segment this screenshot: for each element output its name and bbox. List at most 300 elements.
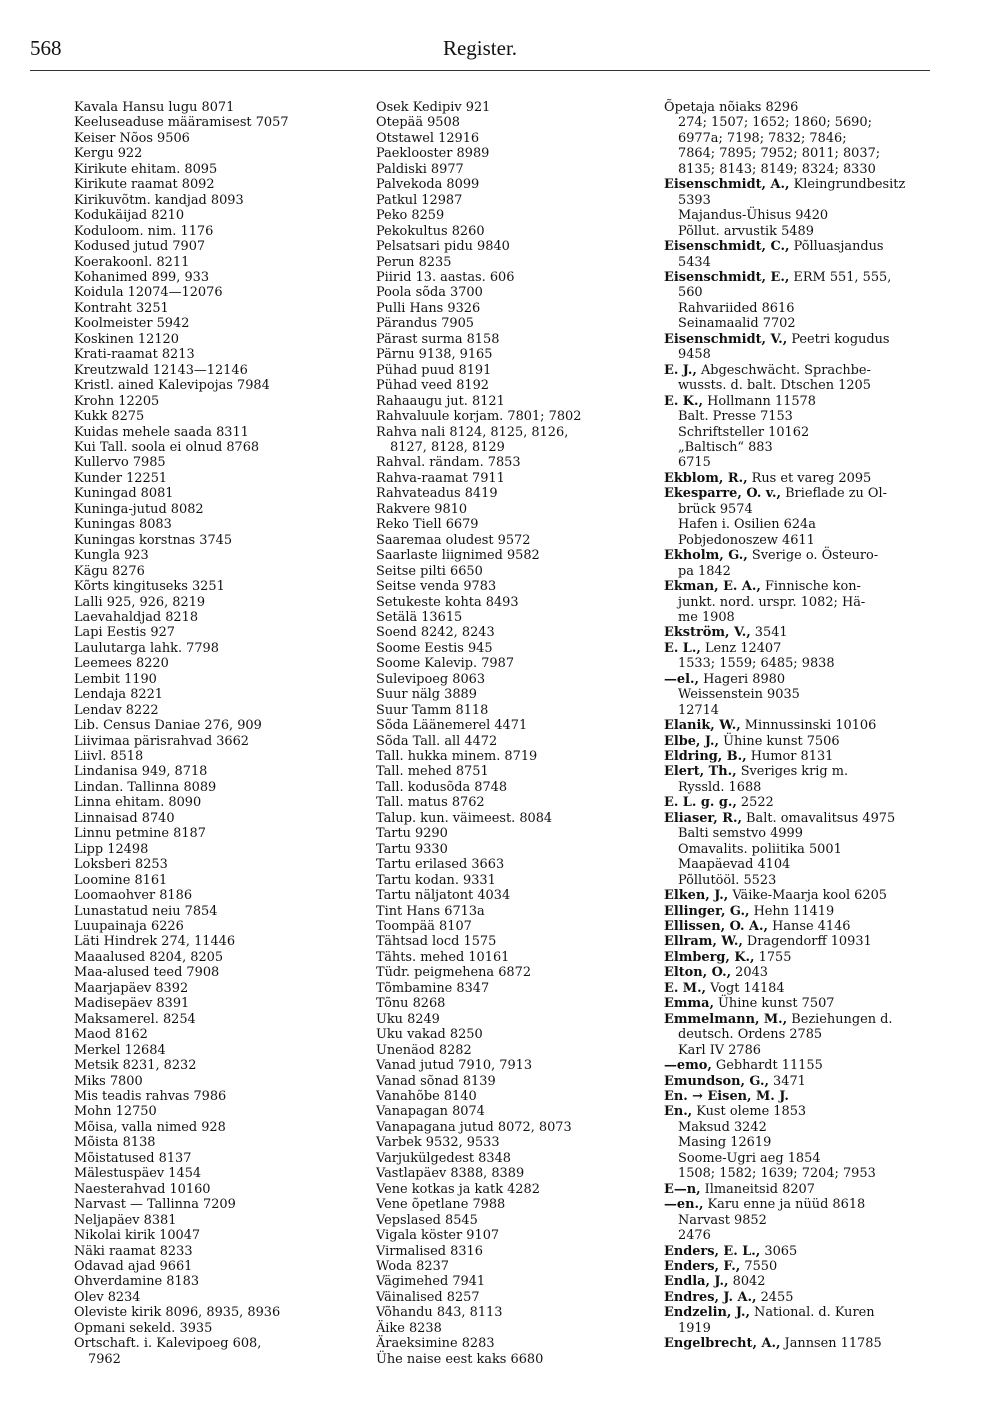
index-entry [74,285,340,300]
entry-text: Laulutarga lahk. 7798 [74,640,219,656]
index-entry [376,780,622,795]
index-entry [376,1012,622,1027]
entry-text: Kontraht 3251 [74,300,169,316]
entry-author: —el., [664,671,699,687]
index-entry [74,734,340,749]
index-entry [376,1290,622,1305]
entry-text: 7962 [88,1351,121,1367]
index-entry [74,255,340,270]
index-entry [664,873,940,888]
entry-text: 7550 [740,1258,778,1274]
index-entry [376,934,622,949]
entry-text: Miks 7800 [74,1073,143,1089]
index-entry [376,1228,622,1243]
entry-text: Vanad jutud 7910, 7913 [376,1058,533,1074]
index-entry [376,1043,622,1058]
entry-text: Koolmeister 5942 [74,316,190,332]
entry-text: Koskinen 12120 [74,331,179,347]
entry-text: Suur Tamm 8118 [376,702,489,718]
index-entry [664,1244,940,1259]
index-entry [376,749,622,764]
index-entry [74,394,340,409]
entry-text: Madisepäev 8391 [74,996,190,1012]
entry-text: Tartu näljatont 4034 [376,888,511,904]
entry-author: E. M., [664,980,707,996]
index-entry [376,1027,622,1042]
index-column-2 [376,100,622,1367]
index-entry [376,734,622,749]
entry-text: Hanse 4146 [768,919,851,935]
index-entry [74,1135,340,1150]
index-entry [376,656,622,671]
entry-text: ERM 551, 555, [789,269,892,285]
index-entry [664,734,940,749]
entry-author: Eldring, B., [664,749,747,765]
entry-text: Maaalused 8204, 8205 [74,949,224,965]
entry-text: Merkel 12684 [74,1042,166,1058]
entry-text: 7864; 7895; 7952; 8011; 8037; [678,146,881,162]
entry-author: Engelbrecht, A., [664,1336,781,1352]
index-entry [664,363,940,378]
entry-text: Tartu kodan. 9331 [376,872,496,888]
index-entry [376,1213,622,1228]
index-entry [376,1336,622,1351]
index-entry [74,517,340,532]
index-entry [376,409,622,424]
entry-text: Äike 8238 [376,1320,442,1336]
page-number: 568 [30,36,62,60]
entry-text: Suur nälg 3889 [376,687,477,703]
entry-text: Lalli 925, 926, 8219 [74,594,206,610]
index-entry [74,1336,340,1351]
entry-author: Elken, J., [664,888,729,904]
index-entry [74,455,340,470]
index-entry [376,1244,622,1259]
index-entry [74,115,340,130]
index-entry [664,316,940,331]
entry-text: Seitse venda 9783 [376,579,497,595]
entry-text: Linnaisad 8740 [74,810,175,826]
entry-text: Toompää 8107 [376,919,472,935]
entry-text: Gebhardt 11155 [711,1058,823,1074]
entry-text: Krohn 12205 [74,393,160,409]
entry-text: Mõisa, valla nimed 928 [74,1119,226,1135]
entry-text: Pulli Hans 9326 [376,300,481,316]
index-entry [74,363,340,378]
entry-text: Vanapagana jutud 8072, 8073 [376,1119,572,1135]
entry-text: Rahval. rändam. 7853 [376,455,521,471]
index-entry [74,301,340,316]
entry-author: Endzelin, J., [664,1305,750,1321]
entry-text: Rakvere 9810 [376,501,468,517]
page-title: Register. [442,36,518,60]
index-entry [376,347,622,362]
index-entry [376,548,622,563]
entry-text: Kirikute ehitam. 8095 [74,161,218,177]
entry-text: Maarjapäev 8392 [74,980,189,996]
entry-text: Omavalits. poliitika 5001 [678,841,842,857]
entry-text: Setukeste kohta 8493 [376,594,519,610]
entry-text: Tall. kodusõda 8748 [376,779,508,795]
entry-author: En. → Eisen, M. J. [664,1089,789,1104]
entry-text: 12714 [678,702,720,718]
index-entry [74,811,340,826]
index-entry [664,1274,940,1289]
entry-text: Tartu 9290 [376,826,448,842]
entry-text: Kreutzwald 12143—12146 [74,362,248,378]
index-entry [664,378,940,393]
entry-text: 5393 [678,192,711,208]
index-entry [376,193,622,208]
entry-text: Hehn 11419 [749,903,835,919]
entry-text: Tall. hukka minem. 8719 [376,749,538,765]
entry-text: 1533; 1559; 6485; 9838 [678,656,835,672]
index-entry [376,950,622,965]
entry-text: Ühe naise eest kaks 6680 [376,1351,544,1367]
index-entry [376,1274,622,1289]
entry-text: Rahva nali 8124, 8125, 8126, [376,424,569,440]
entry-text: Võhandu 843, 8113 [376,1305,503,1321]
entry-text: Lib. Census Daniae 276, 909 [74,718,262,734]
entry-text: Lindanisa 949, 8718 [74,764,208,780]
index-entry [664,1228,940,1243]
entry-author: Ellram, W., [664,934,743,950]
index-entry [74,1027,340,1042]
entry-text: 8135; 8143; 8149; 8324; 8330 [678,161,876,177]
entry-text: Maksud 3242 [678,1119,767,1135]
entry-author: Elert, Th., [664,764,737,780]
entry-author: Endres, J. A., [664,1289,757,1305]
entry-text: Kägu 8276 [74,563,145,579]
entry-author: —emo, [664,1058,712,1074]
entry-text: Kergu 922 [74,146,143,162]
entry-text: Kunder 12251 [74,470,168,486]
entry-text: Mõistatused 8137 [74,1150,192,1166]
index-entry [664,749,940,764]
entry-text: Kuningas korstnas 3745 [74,532,233,548]
index-entry [664,115,940,130]
index-entry [74,625,340,640]
entry-text: Rahvariided 8616 [678,300,795,316]
entry-text: Paeklooster 8989 [376,146,490,162]
index-entry [74,1012,340,1027]
index-entry [664,502,940,517]
entry-author: Ellissen, O. A., [664,919,769,935]
index-entry [664,965,940,980]
index-entry [376,177,622,192]
entry-author: Ekesparre, O. v., [664,486,781,502]
entry-text: Liivimaa pärisrahvad 3662 [74,733,250,749]
entry-text: Otstawel 12916 [376,130,480,146]
index-entry [664,641,940,656]
index-entry [664,610,940,625]
index-entry [74,1104,340,1119]
entry-text: Lindan. Tallinna 8089 [74,779,217,795]
index-entry [664,1321,940,1336]
index-entry [376,270,622,285]
index-entry [376,857,622,872]
entry-text: Sõda Läänemerel 4471 [376,718,528,734]
entry-text: Jannsen 11785 [780,1336,882,1352]
entry-text: Majandus-Ühisus 9420 [678,208,829,224]
index-entry [74,1290,340,1305]
entry-text: Kõrts kingituseks 3251 [74,579,225,595]
index-entry [74,1305,340,1320]
index-entry [376,363,622,378]
entry-text: Pelsatsari pidu 9840 [376,239,510,255]
entry-text: Karu enne ja nüüd 8618 [703,1197,866,1213]
index-entry [376,703,622,718]
entry-text: Weissenstein 9035 [678,687,800,703]
entry-text: Näki raamat 8233 [74,1243,193,1259]
index-entry [74,162,340,177]
index-entry [664,795,940,810]
index-entry [376,486,622,501]
entry-text: Kuninga-jutud 8082 [74,501,204,517]
entry-author: En., [664,1104,693,1120]
index-entry [664,517,940,532]
index-entry [376,301,622,316]
index-entry [74,502,340,517]
entry-text: Kukk 8275 [74,409,145,425]
entry-text: Ühine kunst 7507 [713,996,835,1012]
index-entry [74,1213,340,1228]
page-header [30,36,930,66]
entry-text: Unenäod 8282 [376,1042,472,1058]
entry-text: Naesterahvad 10160 [74,1181,211,1197]
index-entry [74,100,340,115]
entry-text: Rahaaugu jut. 8121 [376,393,505,409]
entry-text: Kristl. ained Kalevipojas 7984 [74,378,270,394]
entry-text: Mohn 12750 [74,1104,157,1120]
index-entry [664,409,940,424]
entry-text: Reko Tiell 6679 [376,517,479,533]
index-entry [376,131,622,146]
entry-text: Tall. mehed 8751 [376,764,489,780]
entry-text: Maapäevad 4104 [678,857,791,873]
index-entry [664,1305,940,1320]
index-entry [74,564,340,579]
entry-text: deutsch. Ordens 2785 [678,1027,823,1043]
index-entry [376,146,622,161]
index-entry [74,749,340,764]
entry-text: Minnussinski 10106 [740,718,877,734]
entry-text: 560 [678,285,703,301]
index-entry [74,409,340,424]
entry-author: Elanik, W., [664,718,741,734]
entry-text: Äraeksimine 8283 [376,1336,495,1352]
entry-author: Ekholm, G., [664,548,748,564]
entry-text: Tähtsad locd 1575 [376,934,497,950]
index-entry [664,471,940,486]
entry-text: Uku 8249 [376,1011,440,1027]
index-entry [376,316,622,331]
index-entry [664,193,940,208]
entry-author: E. L., [664,640,701,656]
index-entry [74,131,340,146]
entry-text: Perun 8235 [376,254,452,270]
index-entry [376,455,622,470]
index-entry [376,981,622,996]
index-entry [74,177,340,192]
entry-text: 274; 1507; 1652; 1860; 5690; [678,115,872,131]
index-entry [376,919,622,934]
index-entry [376,1321,622,1336]
entry-author: Ellinger, G., [664,903,750,919]
entry-text: 6977a; 7198; 7832; 7846; [678,130,847,146]
entry-text: Schriftsteller 10162 [678,424,810,440]
entry-text: Soend 8242, 8243 [376,625,495,641]
entry-text: Narvast — Tallinna 7209 [74,1197,236,1213]
entry-text: Pärast surma 8158 [376,331,500,347]
index-entry [74,1259,340,1274]
index-entry [74,842,340,857]
index-entry [664,950,940,965]
index-entry [664,486,940,501]
entry-text: Mälestuspäev 1454 [74,1166,202,1182]
index-entry [74,934,340,949]
entry-text: 2455 [756,1289,794,1305]
entry-text: National. d. Kuren [749,1305,875,1321]
index-entry [74,1043,340,1058]
index-entry [74,239,340,254]
index-entry [74,486,340,501]
index-entry [376,888,622,903]
entry-text: Laevahaldjad 8218 [74,609,199,625]
index-column-3 [664,100,940,1352]
entry-author: E. J., [664,362,697,378]
index-entry [664,285,940,300]
index-entry [376,996,622,1011]
index-entry [376,795,622,810]
index-entry [74,378,340,393]
entry-text: Saarlaste liignimed 9582 [376,548,540,564]
index-entry [74,703,340,718]
entry-text: Tõmbamine 8347 [376,980,490,996]
entry-author: Emma, [664,996,714,1012]
index-entry [664,904,940,919]
index-entry [664,703,940,718]
entry-text: Narvast 9852 [678,1212,767,1228]
index-entry [74,579,340,594]
entry-text: Kust oleme 1853 [692,1104,807,1120]
entry-text: Nikolai kirik 10047 [74,1228,201,1244]
index-entry [376,425,622,440]
entry-text: 2043 [731,965,768,981]
index-entry [664,672,940,687]
index-entry [74,826,340,841]
entry-text: junkt. nord. urspr. 1082; Hä- [678,594,866,610]
entry-text: Loomaohver 8186 [74,888,193,904]
entry-text: Linna ehitam. 8090 [74,795,202,811]
index-entry [376,965,622,980]
index-entry [74,641,340,656]
entry-text: Vepslased 8545 [376,1212,478,1228]
entry-author: Eisenschmidt, A., [664,177,790,193]
index-entry [664,718,940,733]
index-entry [376,1352,622,1367]
index-entry [74,193,340,208]
entry-text: Balt. Presse 7153 [678,409,793,425]
entry-text: Kleingrundbesitz [789,177,906,193]
entry-text: Mõista 8138 [74,1135,156,1151]
index-entry [664,548,940,563]
entry-text: Lembit 1190 [74,671,157,687]
entry-text: Metsik 8231, 8232 [74,1058,197,1074]
entry-text: Ohverdamine 8183 [74,1274,200,1290]
index-entry [74,146,340,161]
index-entry [376,718,622,733]
entry-text: Kullervo 7985 [74,455,166,471]
entry-text: Pobjedonoszew 4611 [678,532,815,548]
index-entry [74,981,340,996]
entry-text: Soome Eestis 945 [376,640,493,656]
index-entry [74,780,340,795]
index-entry [74,873,340,888]
index-entry [376,115,622,130]
index-entry [664,440,940,455]
entry-text: Vägimehed 7941 [376,1274,486,1290]
entry-text: 9458 [678,347,711,363]
index-entry [376,1089,622,1104]
entry-author: Emundson, G., [664,1073,769,1089]
index-entry [664,208,940,223]
index-entry [664,255,940,270]
entry-text: Varjukülgedest 8348 [376,1150,511,1166]
entry-author: Elmberg, K., [664,949,755,965]
entry-text: Põllut. arvustik 5489 [678,223,814,239]
entry-text: Saaremaa oludest 9572 [376,532,531,548]
index-entry [664,656,940,671]
entry-text: Tõnu 8268 [376,996,446,1012]
index-entry [74,1074,340,1089]
index-entry [376,1166,622,1181]
index-entry [664,1135,940,1150]
entry-text: Otepää 9508 [376,115,460,131]
index-entry [664,1166,940,1181]
entry-text: 3065 [760,1243,798,1259]
entry-text: Kuningad 8081 [74,486,174,502]
entry-text: wussts. d. balt. Dtschen 1205 [678,378,871,394]
index-entry [74,764,340,779]
entry-text: Vene õpetlane 7988 [376,1197,506,1213]
index-entry [74,224,340,239]
index-entry [664,239,940,254]
entry-text: Ryssld. 1688 [678,779,762,795]
entry-text: Odavad ajad 9661 [74,1258,193,1274]
entry-author: E—n, [664,1181,701,1197]
index-entry [376,1074,622,1089]
index-entry [376,826,622,841]
entry-text: Väike-Maarja kool 6205 [728,888,887,904]
index-entry [376,1151,622,1166]
index-entry [74,316,340,331]
index-entry [664,1290,940,1305]
entry-text: Virmalised 8316 [376,1243,483,1259]
entry-text: Tartu 9330 [376,841,448,857]
entry-text: Põllutööl. 5523 [678,872,777,888]
entry-text: Soome-Ugri aeg 1854 [678,1150,821,1166]
entry-text: 3471 [768,1073,806,1089]
entry-text: 3541 [750,625,788,641]
entry-text: Rahvateadus 8419 [376,486,498,502]
entry-author: Ekblom, R., [664,470,748,486]
entry-text: „Baltisch“ 883 [678,439,773,455]
index-entry [664,579,940,594]
index-entry [376,239,622,254]
entry-text: Kodused jutud 7907 [74,239,206,255]
entry-text: Leemees 8220 [74,656,169,672]
